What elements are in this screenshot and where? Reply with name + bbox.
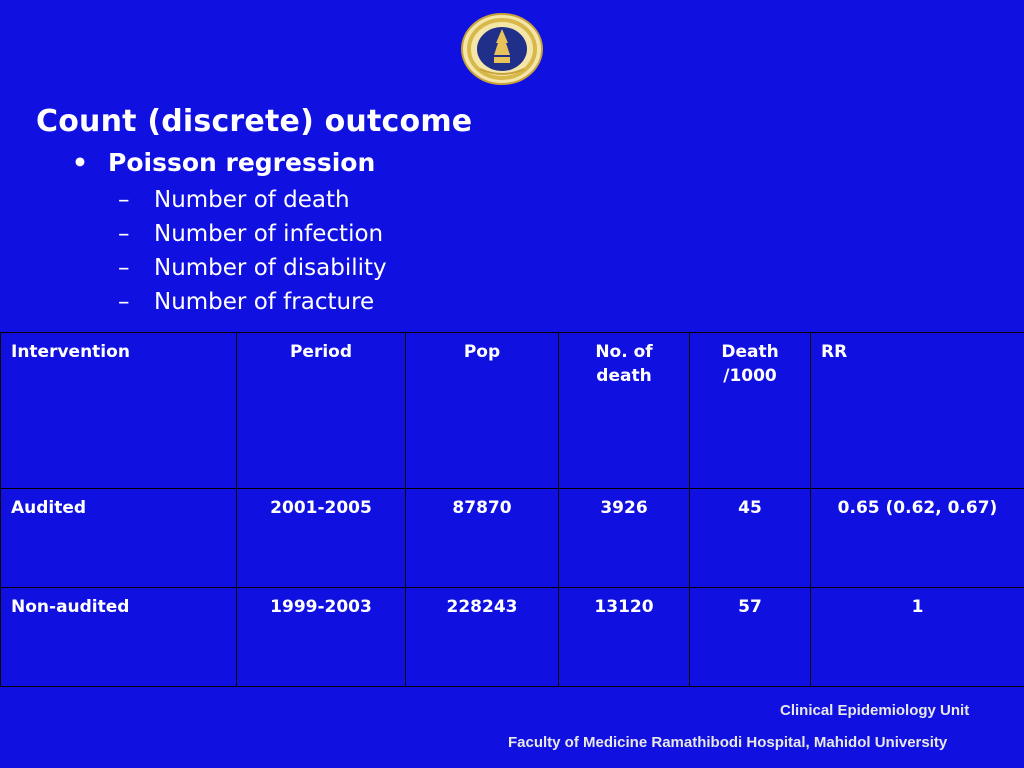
cell-no-of-death: 13120 <box>559 588 690 687</box>
cell-rr: 1 <box>811 588 1024 687</box>
cell-rr: 0.65 (0.62, 0.67) <box>811 489 1024 588</box>
header-intervention: Intervention <box>1 333 237 489</box>
dash-marker: – <box>118 221 130 247</box>
sub-bullet-text: Number of disability <box>154 255 387 281</box>
cell-death-per-1000: 45 <box>690 489 811 588</box>
cell-no-of-death: 3926 <box>559 489 690 588</box>
dash-marker: – <box>118 255 130 281</box>
cell-intervention: Non-audited <box>1 588 237 687</box>
header-rr: RR <box>811 333 1024 489</box>
cell-period: 1999-2003 <box>237 588 406 687</box>
sub-bullet-list <box>118 183 387 319</box>
bullet-text: Poisson regression <box>108 148 376 177</box>
results-table <box>0 332 1024 687</box>
sub-bullet-item <box>118 251 387 285</box>
header-death-per-1000: Death /1000 <box>690 333 811 489</box>
sub-bullet-text: Number of fracture <box>154 289 375 315</box>
table-header-row <box>1 333 1024 489</box>
bullet-marker: • <box>72 148 88 177</box>
cell-pop: 87870 <box>406 489 559 588</box>
header-pop: Pop <box>406 333 559 489</box>
slide-title: Count (discrete) outcome <box>36 104 473 139</box>
sub-bullet-text: Number of death <box>154 187 350 213</box>
sub-bullet-item <box>118 217 387 251</box>
dash-marker: – <box>118 289 130 315</box>
footer-unit-name: Clinical Epidemiology Unit <box>780 702 970 719</box>
bullet-item <box>72 148 375 177</box>
cell-period: 2001-2005 <box>237 489 406 588</box>
university-seal-icon <box>460 13 544 85</box>
dash-marker: – <box>118 187 130 213</box>
cell-death-per-1000: 57 <box>690 588 811 687</box>
header-no-of-death: No. of death <box>559 333 690 489</box>
cell-pop: 228243 <box>406 588 559 687</box>
header-period: Period <box>237 333 406 489</box>
table-row <box>1 588 1024 687</box>
footer-institution-name: Faculty of Medicine Ramathibodi Hospital, Mahidol University <box>508 734 948 751</box>
cell-intervention: Audited <box>1 489 237 588</box>
sub-bullet-item <box>118 183 387 217</box>
table-row <box>1 489 1024 588</box>
sub-bullet-item <box>118 285 387 319</box>
sub-bullet-text: Number of infection <box>154 221 384 247</box>
